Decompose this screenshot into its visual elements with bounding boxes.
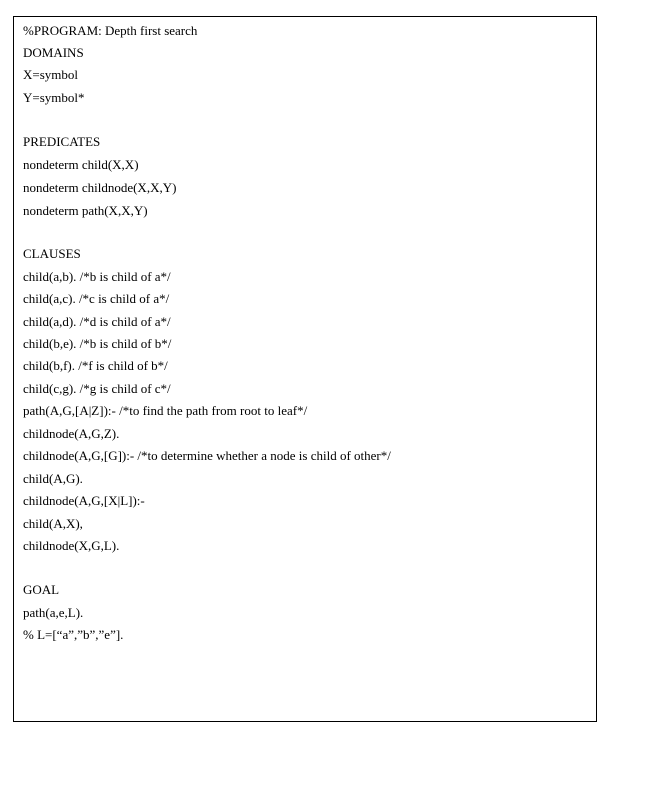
predicate-child-line: nondeterm child(X,X) bbox=[23, 157, 139, 172]
clause-line: child(A,G). bbox=[23, 471, 83, 486]
clause-line: child(b,f). /*f is child of b*/ bbox=[23, 358, 168, 373]
clause-line: child(a,d). /*d is child of a*/ bbox=[23, 314, 171, 329]
clause-line: child(c,g). /*g is child of c*/ bbox=[23, 381, 171, 396]
clause-line: childnode(X,G,L). bbox=[23, 538, 120, 553]
goal-result-comment: % L=[“a”,”b”,”e”]. bbox=[23, 627, 124, 642]
clause-line: child(b,e). /*b is child of b*/ bbox=[23, 336, 172, 351]
clauses-heading: CLAUSES bbox=[23, 246, 81, 261]
clause-line: child(a,b). /*b is child of a*/ bbox=[23, 269, 171, 284]
clause-line: childnode(A,G,[X|L]):- bbox=[23, 493, 145, 508]
domain-x-line: X=symbol bbox=[23, 67, 79, 82]
domains-heading: DOMAINS bbox=[23, 45, 84, 60]
clause-line: childnode(A,G,Z). bbox=[23, 426, 120, 441]
predicate-childnode-line: nondeterm childnode(X,X,Y) bbox=[23, 180, 177, 195]
clause-line: child(A,X), bbox=[23, 516, 83, 531]
goal-heading: GOAL bbox=[23, 582, 60, 597]
clause-line: childnode(A,G,[G]):- /*to determine whether a node is child of other*/ bbox=[23, 448, 391, 463]
program-title-line: %PROGRAM: Depth first search bbox=[23, 23, 198, 38]
predicates-heading: PREDICATES bbox=[23, 134, 101, 149]
domain-y-line: Y=symbol* bbox=[23, 90, 85, 105]
code-listing-box bbox=[13, 16, 597, 722]
clause-line: path(A,G,[A|Z]):- /*to find the path from root to leaf*/ bbox=[23, 403, 308, 418]
clause-line: child(a,c). /*c is child of a*/ bbox=[23, 291, 170, 306]
goal-query-line: path(a,e,L). bbox=[23, 605, 84, 620]
predicate-path-line: nondeterm path(X,X,Y) bbox=[23, 203, 148, 218]
